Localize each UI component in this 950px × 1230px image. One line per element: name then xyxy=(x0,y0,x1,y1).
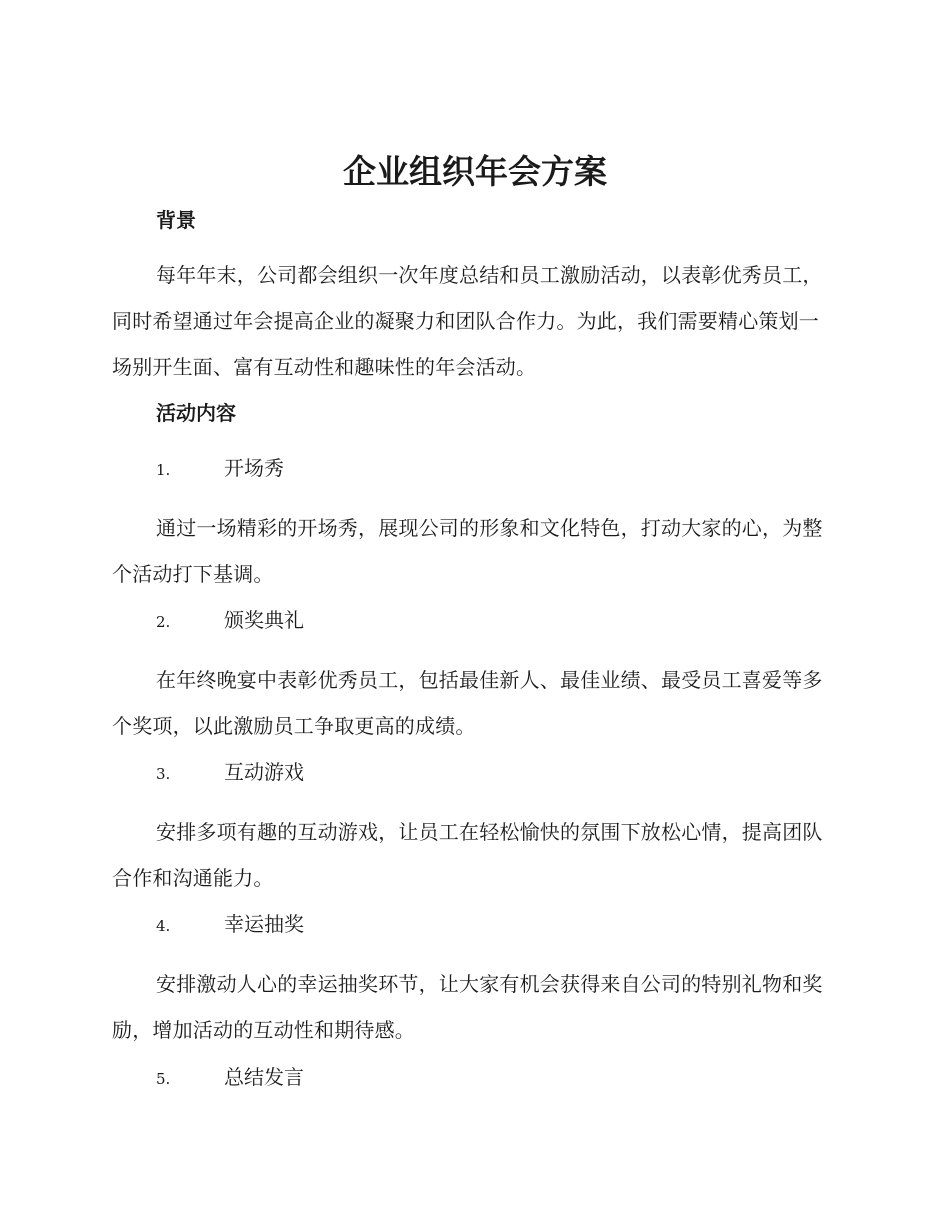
list-item-number: 2. xyxy=(156,613,171,631)
background-paragraph: 每年年末，公司都会组织一次年度总结和员工激励活动，以表彰优秀员工，同时希望通过年会提高企业的凝聚力和团队合作力。为此，我们需要精心策划一场别开生面、富有互动性和趣味性的年会活动。 xyxy=(112,263,823,379)
document-title: 企业组织年会方案 xyxy=(343,152,607,191)
list-item-label: 幸运抽奖 xyxy=(224,912,304,936)
section-heading-background: 背景 xyxy=(156,208,196,232)
list-item-description: 通过一场精彩的开场秀，展现公司的形象和文化特色，打动大家的心，为整个活动打下基调。 xyxy=(112,516,823,586)
list-item-number: 5. xyxy=(156,1070,171,1088)
list-item xyxy=(156,1062,304,1094)
list-item xyxy=(156,453,284,485)
list-item-number: 3. xyxy=(156,765,171,783)
list-item xyxy=(156,605,304,637)
section-heading-activities: 活动内容 xyxy=(156,401,236,425)
list-item-label: 总结发言 xyxy=(224,1065,304,1089)
list-item-label: 互动游戏 xyxy=(224,760,304,784)
list-item xyxy=(156,757,304,789)
list-item-number: 4. xyxy=(156,917,171,935)
list-item-label: 开场秀 xyxy=(224,456,284,480)
list-item-number: 1. xyxy=(156,461,171,479)
list-item-description: 安排激动人心的幸运抽奖环节，让大家有机会获得来自公司的特别礼物和奖励，增加活动的互动性和期待感。 xyxy=(112,972,823,1042)
list-item-label: 颁奖典礼 xyxy=(224,608,304,632)
list-item-description: 安排多项有趣的互动游戏，让员工在轻松愉快的氛围下放松心情，提高团队合作和沟通能力。 xyxy=(112,820,823,890)
list-item-description: 在年终晚宴中表彰优秀员工，包括最佳新人、最佳业绩、最受员工喜爱等多个奖项，以此激励员工争取更高的成绩。 xyxy=(112,668,823,738)
list-item xyxy=(156,909,304,941)
